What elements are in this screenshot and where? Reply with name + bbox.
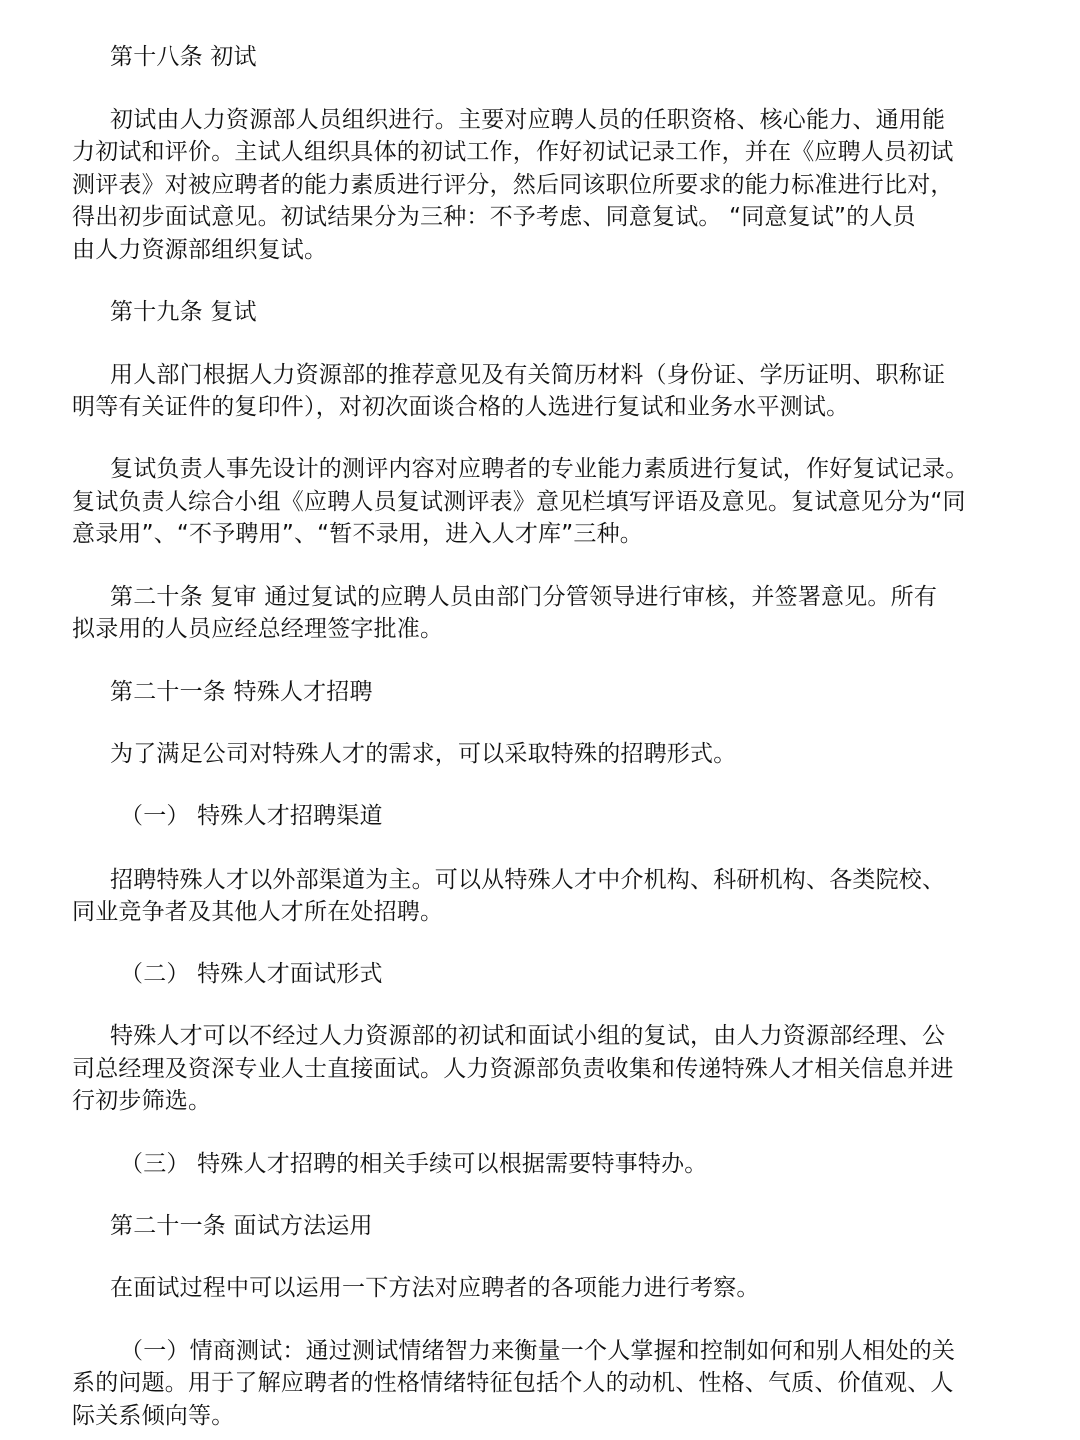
- article-19-para2-line: 复试负责人综合小组《应聘人员复试测评表》意见栏填写评语及意见。复试意见分为“同: [72, 489, 966, 515]
- methods-item1-line: （一）情商测试：通过测试情绪智力来衡量一个人掌握和控制如何和别人相处的关: [120, 1338, 956, 1364]
- article-19-para1-line: 明等有关证件的复印件），对初次面谈合格的人选进行复试和业务水平测试。: [72, 394, 850, 420]
- special-sub2-line: 特殊人才可以不经过人力资源部的初试和面试小组的复试，由人力资源部经理、公: [110, 1023, 946, 1049]
- special-sub2-line: 行初步筛选。: [72, 1088, 212, 1114]
- article-18-line: 力初试和评价。主试人组织具体的初试工作，作好初试记录工作，并在《应聘人员初试: [72, 139, 954, 165]
- article-19-heading: 第十九条 复试: [110, 299, 257, 325]
- special-sub3-title: （三） 特殊人才招聘的相关手续可以根据需要特事特办。: [120, 1151, 708, 1177]
- article-21-methods-heading: 第二十一条 面试方法运用: [110, 1213, 373, 1239]
- article-18-line: 初试由人力资源部人员组织进行。主要对应聘人员的任职资格、核心能力、通用能: [110, 107, 946, 133]
- article-19-para1-line: 用人部门根据人力资源部的推荐意见及有关简历材料（身份证、学历证明、职称证: [110, 362, 946, 388]
- article-19-para2-line: 复试负责人事先设计的测评内容对应聘者的专业能力素质进行复试，作好复试记录。: [110, 456, 969, 482]
- article-19-para2-line: 意录用”、“不予聘用”、“暂不录用，进入人才库”三种。: [72, 521, 643, 547]
- article-18-line: 测评表》对被应聘者的能力素质进行评分，然后同该职位所要求的能力标准进行比对，: [72, 172, 954, 198]
- article-18-line: 得出初步面试意见。初试结果分为三种：不予考虑、同意复试。 “同意复试”的人员: [72, 204, 916, 230]
- article-21-methods-intro: 在面试过程中可以运用一下方法对应聘者的各项能力进行考察。: [110, 1275, 760, 1301]
- article-21-special-intro: 为了满足公司对特殊人才的需求，可以采取特殊的招聘形式。: [110, 741, 737, 767]
- special-sub1-title: （一） 特殊人才招聘渠道: [120, 803, 383, 829]
- article-20-line: 第二十条 复审 通过复试的应聘人员由部门分管领导进行审核，并签署意见。所有: [110, 584, 938, 610]
- methods-item1-line: 系的问题。用于了解应聘者的性格情绪特征包括个人的动机、性格、气质、价值观、人: [72, 1370, 954, 1396]
- special-sub1-line: 同业竞争者及其他人才所在处招聘。: [72, 899, 444, 925]
- special-sub2-line: 司总经理及资深专业人士直接面试。人力资源部负责收集和传递特殊人才相关信息并进: [72, 1056, 954, 1082]
- special-sub2-title: （二） 特殊人才面试形式: [120, 961, 383, 987]
- article-21-special-heading: 第二十一条 特殊人才招聘: [110, 679, 373, 705]
- special-sub1-line: 招聘特殊人才以外部渠道为主。可以从特殊人才中介机构、科研机构、各类院校、: [110, 867, 946, 893]
- article-20-line: 拟录用的人员应经总经理签字批准。: [72, 616, 444, 642]
- article-18-heading: 第十八条 初试: [110, 44, 257, 70]
- article-18-line: 由人力资源部组织复试。: [72, 237, 328, 263]
- methods-item1-line: 际关系倾向等。: [72, 1403, 235, 1429]
